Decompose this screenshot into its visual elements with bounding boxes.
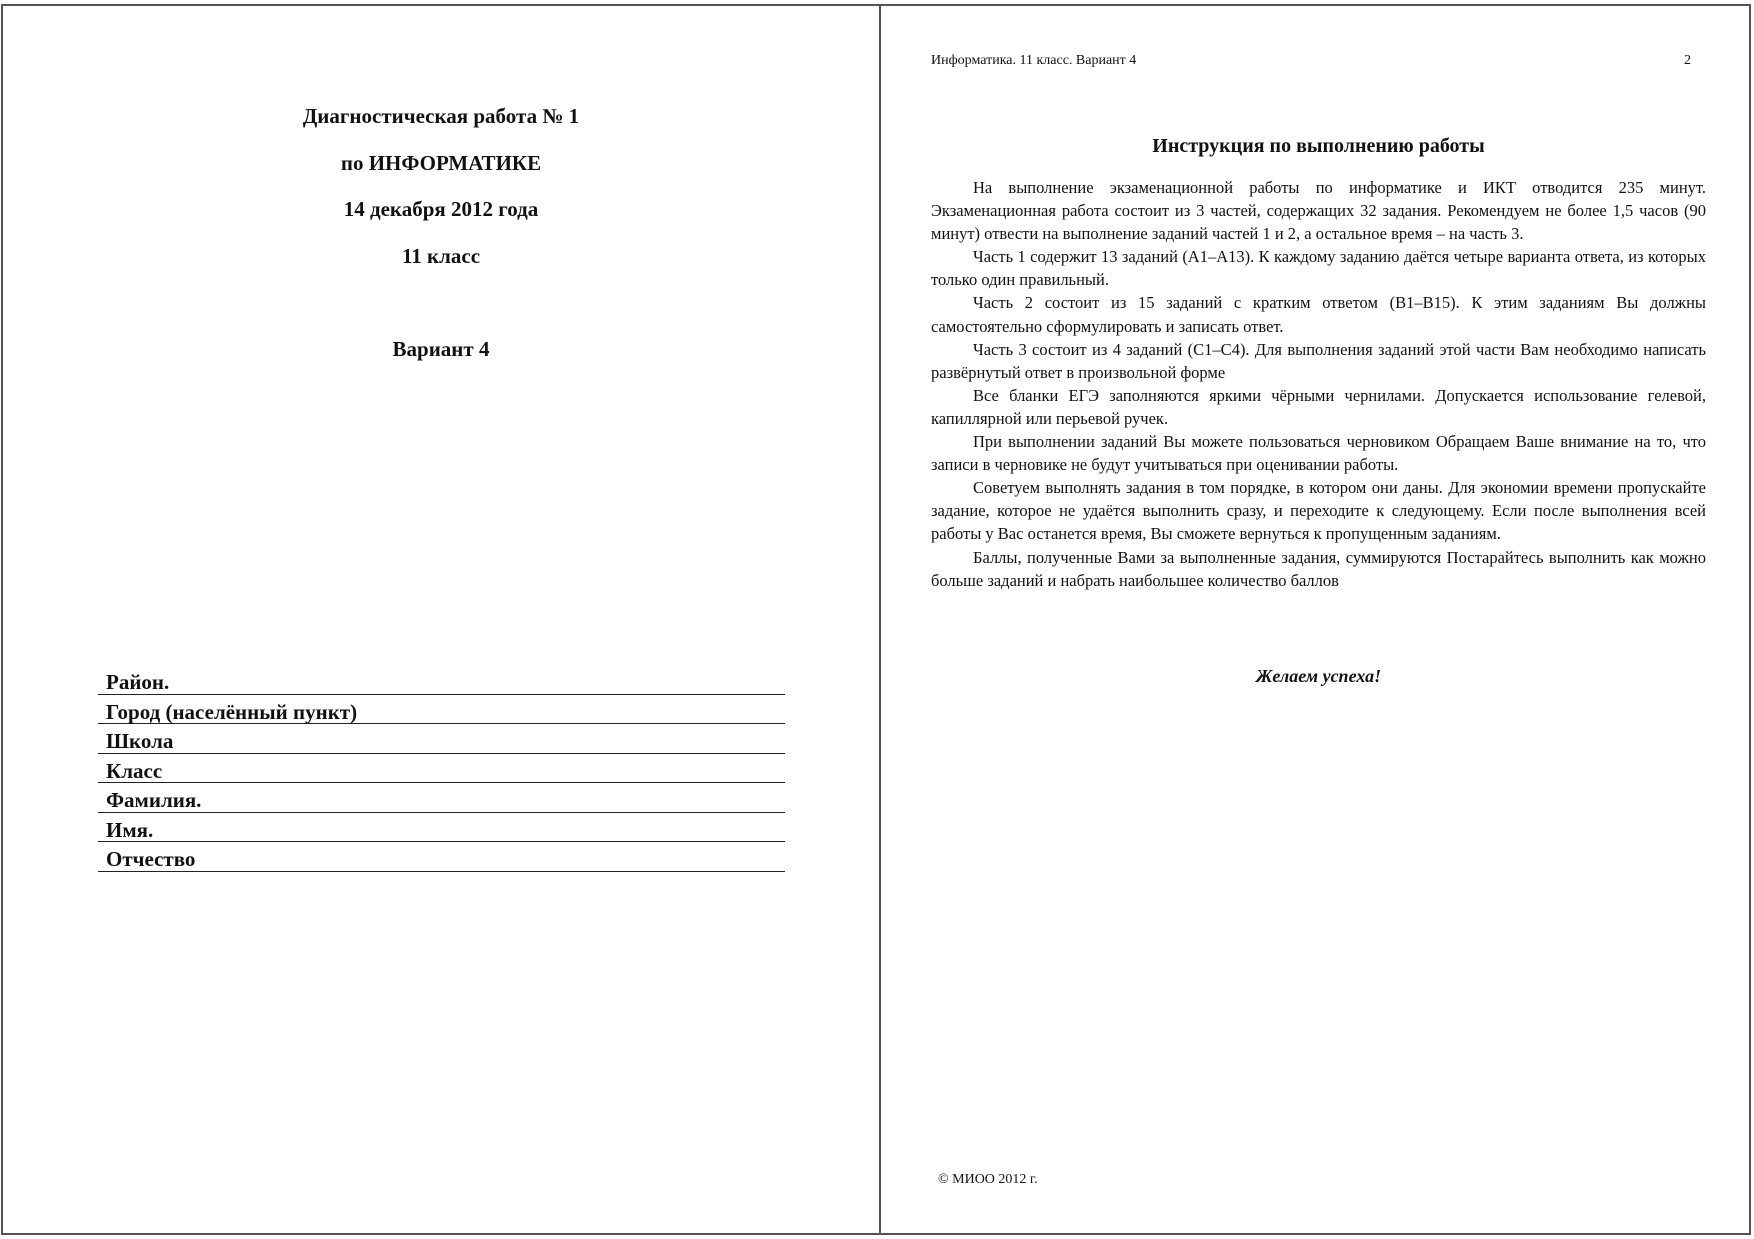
instruction-paragraph: При выполнении заданий Вы можете пользоваться черновиком Обращаем Ваше внимание на то, что записи в черновике не будут учитываться при оценивании работы. — [931, 432, 1706, 475]
instruction-paragraph: На выполнение экзаменационной работы по информатике и ИКТ отводится 235 минут. Экзаменационная работа состоит из 3 частей, содержащих 32 задания. Рекомендуем не более 1,5 часов (90 минут) отвести на выполнение заданий частей 1 и 2, а остальное время – на часть 3. — [931, 178, 1706, 244]
running-head-text: Информатика. 11 класс. Вариант 4 — [931, 53, 1137, 68]
page-number: 2 — [1684, 53, 1691, 68]
instruction-paragraph: Баллы, полученные Вами за выполненные задания, суммируются Постарайтесь выполнить как можно больше заданий и набрать наибольшее количество баллов — [931, 547, 1706, 590]
subject-title: по ИНФОРМАТИКЕ — [340, 150, 542, 175]
closing-wish: Желаем успеха! — [1255, 666, 1382, 686]
instruction-paragraph: Часть 3 состоит из 4 заданий (С1–С4). Для выполнения заданий этой части Вам необходимо написать развёрнутый ответ в произвольной форме — [931, 339, 1706, 382]
running-header — [931, 53, 1691, 69]
form-field-class: Класс — [98, 754, 785, 784]
right-page — [881, 6, 1749, 1233]
variant-label: Вариант 4 — [392, 337, 490, 361]
form-field-surname: Фамилия. — [98, 783, 785, 813]
grade-label: 11 класс — [401, 243, 481, 268]
instruction-title: Инструкция по выполнению работы — [1152, 135, 1485, 157]
document-spread — [1, 4, 1751, 1235]
left-page — [3, 6, 879, 1233]
instruction-paragraph: Советуем выполнять задания в том порядке, в котором они даны. Для экономии времени пропускайте задание, которое не удаётся выполнить сразу, и переходите к следующему. Если после выполнения всей работы у Вас останется время, Вы сможете вернуться к пропущенным заданиям. — [931, 478, 1706, 544]
student-info-form — [98, 665, 785, 872]
instruction-paragraph: Все бланки ЕГЭ заполняются яркими чёрными чернилами. Допускается использование гелевой, капиллярной или перьевой ручек. — [931, 385, 1706, 428]
form-field-name: Имя. — [98, 813, 785, 843]
title-block — [3, 102, 879, 288]
form-field-district: Район. — [98, 665, 785, 695]
form-field-patronymic: Отчество — [98, 842, 785, 872]
instruction-body — [931, 176, 1706, 592]
instruction-paragraph: Часть 2 состоит из 15 заданий с кратким ответом (В1–В15). К этим заданиям Вы должны самостоятельно сформулировать и записать ответ. — [931, 293, 1706, 336]
work-title: Диагностическая работа № 1 — [302, 104, 580, 128]
copyright-notice: © МИОО 2012 г. — [938, 1172, 1038, 1187]
instruction-paragraph: Часть 1 содержит 13 заданий (А1–А13). К каждому заданию даётся четыре варианта ответа, из которых только один правильный. — [931, 247, 1706, 290]
exam-date: 14 декабря 2012 года — [343, 197, 539, 221]
form-field-city: Город (населённый пункт) — [98, 695, 785, 725]
form-field-school: Школа — [98, 724, 785, 754]
